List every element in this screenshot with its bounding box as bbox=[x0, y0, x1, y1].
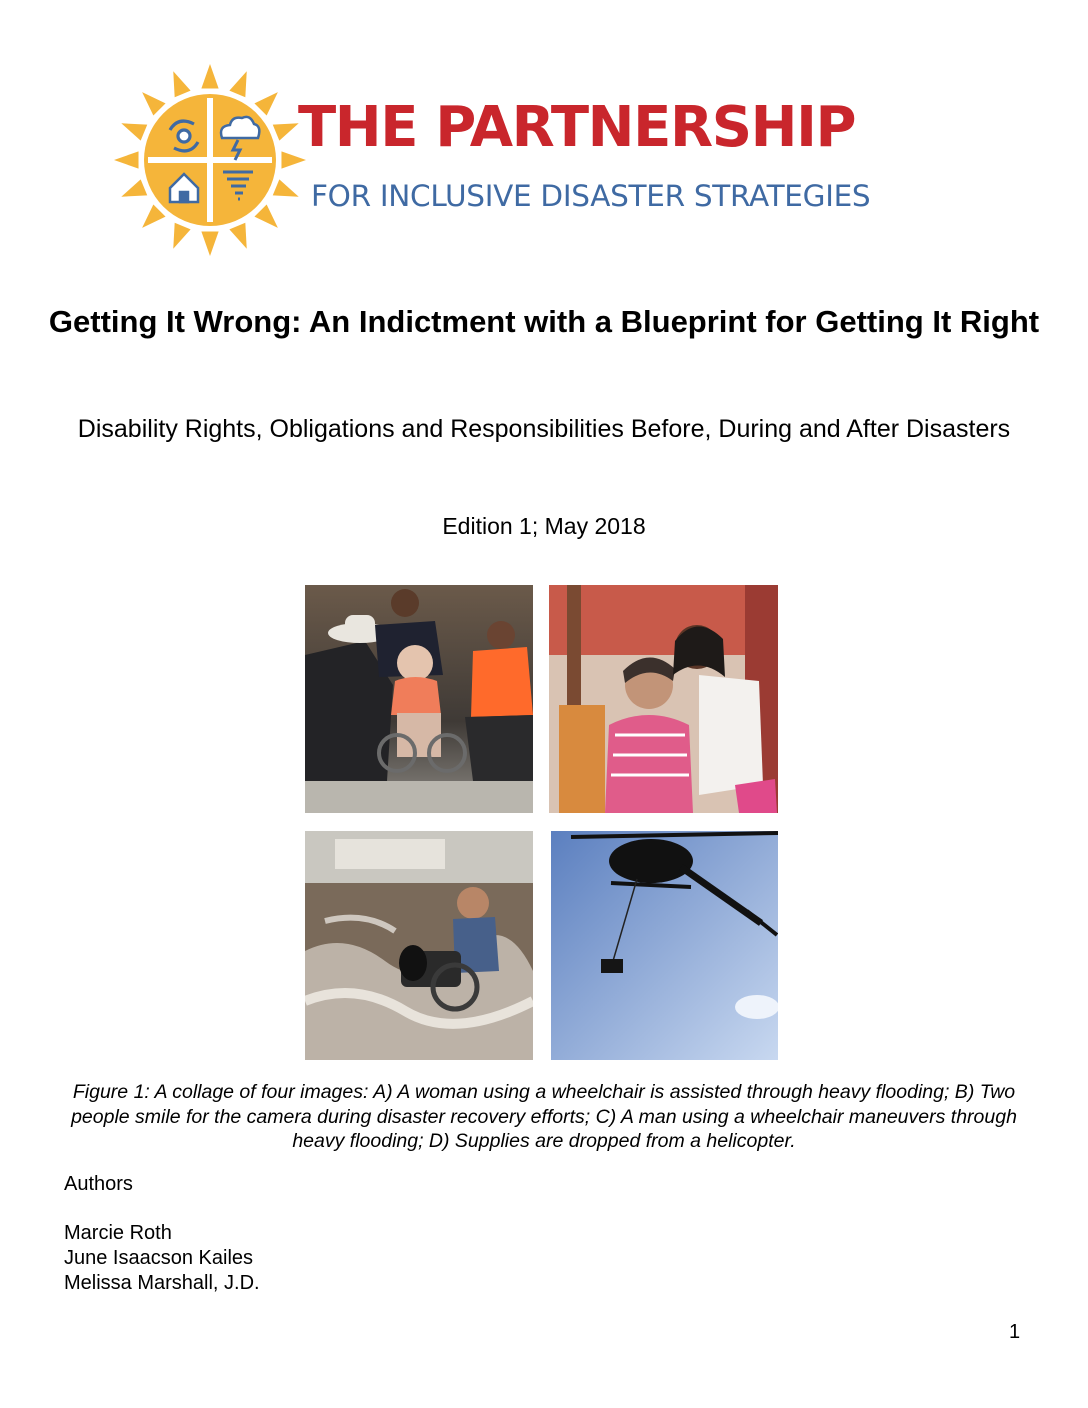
figure-caption: Figure 1: A collage of four images: A) A woman using a wheelchair is assisted through heavy flooding; B) Two people smile for the camera during disaster recovery efforts; C) A man using a wheelchair maneuvers through heavy flooding; D) Supplies are dropped from a helicopter. bbox=[71, 1081, 1017, 1152]
photo-wheelchair-flood bbox=[305, 831, 533, 1060]
document-title: Getting It Wrong: An Indictment with a Blueprint for Getting It Right bbox=[48, 304, 1040, 339]
sun-ray-icon bbox=[121, 179, 147, 196]
photo-wheelchair-flood-rescue bbox=[305, 585, 533, 813]
sun-ray-icon bbox=[121, 123, 147, 140]
sun-ray-icon bbox=[173, 71, 190, 97]
sun-ray-icon bbox=[254, 92, 277, 115]
sun-ray-icon bbox=[273, 179, 299, 196]
photo-helicopter-supply-drop bbox=[551, 831, 778, 1060]
author-name: Melissa Marshall, J.D. bbox=[64, 1272, 260, 1294]
sun-ray-icon bbox=[142, 204, 165, 227]
sun-ray-icon bbox=[201, 64, 218, 89]
authors-list bbox=[64, 1221, 260, 1296]
authors-heading: Authors bbox=[64, 1173, 133, 1195]
photo-recovery-smiling-pair bbox=[549, 585, 778, 813]
edition-line: Edition 1; May 2018 bbox=[442, 513, 646, 539]
sun-ray-icon bbox=[254, 204, 277, 227]
author-name: June Isaacson Kailes bbox=[64, 1247, 254, 1269]
sun-ray-icon bbox=[229, 71, 246, 97]
logo-subtitle: FOR INCLUSIVE DISASTER STRATEGIES bbox=[311, 179, 871, 213]
sun-ray-icon bbox=[114, 151, 139, 168]
sun-logo-icon bbox=[112, 62, 308, 258]
sun-ray-icon bbox=[142, 92, 165, 115]
sun-ray-icon bbox=[201, 231, 218, 256]
sun-ray-icon bbox=[173, 223, 190, 249]
logo-emblem bbox=[112, 62, 308, 258]
page-number: 1 bbox=[1009, 1321, 1021, 1343]
logo-title: THE PARTNERSHIP bbox=[298, 95, 856, 160]
document-subtitle: Disability Rights, Obligations and Responsibilities Before, During and After Disasters bbox=[77, 415, 1011, 443]
author-name: Marcie Roth bbox=[64, 1222, 172, 1244]
sun-ray-icon bbox=[229, 223, 246, 249]
sun-ray-icon bbox=[273, 123, 299, 140]
